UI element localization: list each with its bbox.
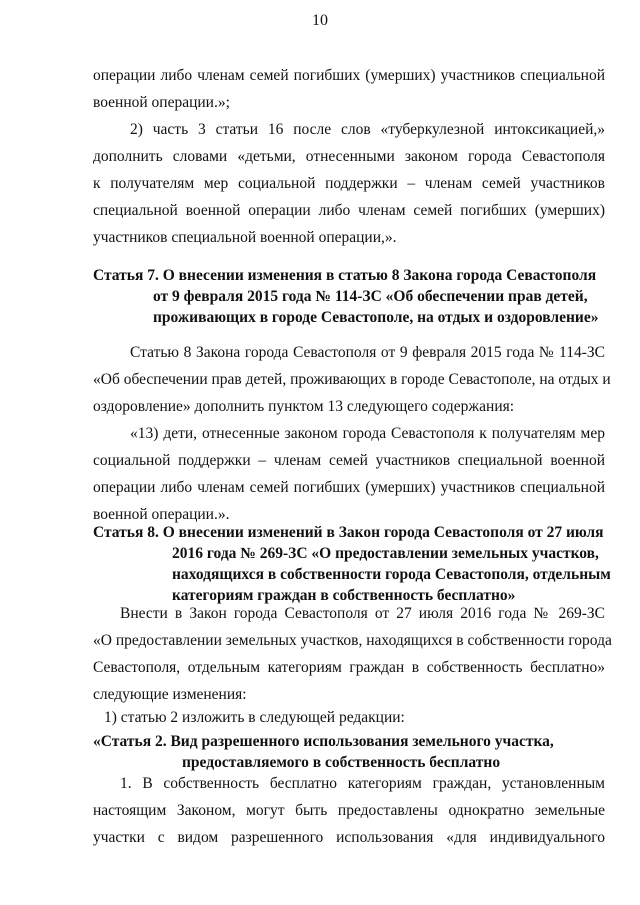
text-line: Севастополя, отдельным категориям граждан в собственность бесплатно» (93, 659, 605, 676)
text-line: «13) дети, отнесенные законом города Севастополя к получателям мер (130, 425, 605, 442)
text-line: операции либо членам семей погибших (умерших) участников специальной (93, 67, 605, 84)
text-line: военной операции.»; (93, 94, 230, 111)
text-line: настоящим Законом, могут быть предоставлены однократно земельные (93, 802, 605, 819)
text-line: Внести в Закон города Севастополя от 27 июля 2016 года № 269-ЗС (120, 605, 605, 622)
text-line: социальной поддержки – членам семей участников специальной военной (93, 452, 605, 469)
page-number: 10 (312, 12, 328, 29)
text-line: участников специальной военной операции,». (93, 229, 397, 246)
text-line: дополнить словами «детьми, отнесенными законом города Севастополя (93, 148, 605, 165)
article-8-heading-line: находящихся в собственности города Севастополя, отдельным (172, 566, 611, 583)
text-line: «Об обеспечении прав детей, проживающих в городе Севастополе, на отдых и (93, 371, 611, 388)
article-8-heading-line: 2016 года № 269-ЗС «О предоставлении земельных участков, (172, 545, 599, 562)
text-line: операции либо членам семей погибших (умерших) участников специальной (93, 479, 605, 496)
text-line: специальной военной операции либо членам семей погибших (умерших) (93, 202, 605, 219)
text-line: 1. В собственность бесплатно категориям граждан, установленным (120, 775, 605, 792)
text-line: военной операции.». (93, 506, 230, 523)
article-7-heading-line: от 9 февраля 2015 года № 114-ЗС «Об обеспечении прав детей, (153, 288, 588, 305)
article-7-heading-line: проживающих в городе Севастополе, на отдых и оздоровление» (153, 309, 599, 326)
article-7-heading-line: Статья 7. О внесении изменения в статью 8 Закона города Севастополя (93, 267, 597, 284)
text-line: Статью 8 Закона города Севастополя от 9 февраля 2015 года № 114-ЗС (130, 344, 605, 361)
text-line: следующие изменения: (93, 686, 247, 703)
text-line: оздоровление» дополнить пунктом 13 следующего содержания: (93, 398, 515, 415)
article-2-heading-line: «Статья 2. Вид разрешенного использования земельного участка, (93, 733, 554, 750)
text-line: «О предоставлении земельных участков, находящихся в собственности города (93, 632, 612, 649)
text-line: 2) часть 3 статьи 16 после слов «туберкулезной интоксикацией,» (130, 121, 605, 138)
text-line: к получателям мер социальной поддержки – членам семей участников (93, 175, 605, 192)
text-line: участки с видом разрешенного использования «для индивидуального (93, 829, 605, 846)
text-line: 1) статью 2 изложить в следующей редакции: (104, 709, 405, 726)
article-8-heading-line: Статья 8. О внесении изменений в Закон города Севастополя от 27 июля (93, 524, 604, 541)
article-8-heading-line: категориям граждан в собственность бесплатно» (172, 587, 516, 604)
article-2-heading-line: предоставляемого в собственность бесплатно (182, 754, 501, 771)
